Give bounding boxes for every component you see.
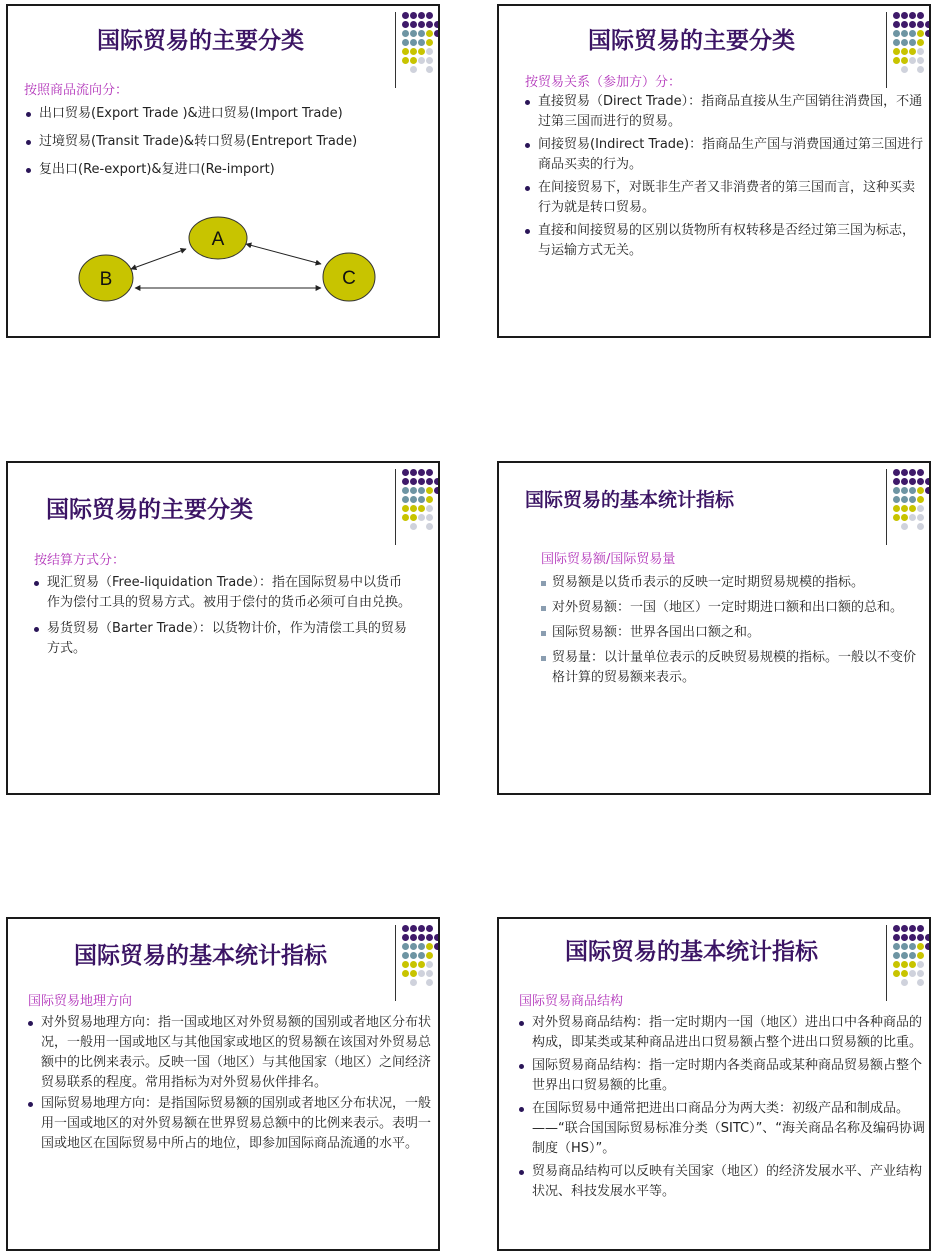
- decoration-dot: [893, 943, 900, 950]
- decoration-dot: [410, 943, 417, 950]
- decoration-dot: [418, 514, 425, 521]
- arrow-b-a: [131, 249, 186, 269]
- dot-grid-decoration: [402, 925, 440, 991]
- decoration-dot: [426, 57, 433, 64]
- decoration-dot: [402, 478, 409, 485]
- decoration-dot: [410, 961, 417, 968]
- decoration-dot: [893, 961, 900, 968]
- decoration-dot: [410, 514, 417, 521]
- decoration-dot: [410, 970, 417, 977]
- decoration-dot: [418, 21, 425, 28]
- decoration-dot: [426, 970, 433, 977]
- slide-2: [497, 4, 931, 338]
- decoration-dot: [893, 505, 900, 512]
- decoration-dot: [901, 21, 908, 28]
- decoration-dot: [909, 469, 916, 476]
- bullet-list: [517, 1013, 927, 1205]
- decoration-dot: [917, 496, 924, 503]
- decoration-dot: [418, 478, 425, 485]
- decoration-dot: [925, 943, 931, 950]
- decoration-dot: [925, 21, 931, 28]
- decoration-dot: [909, 39, 916, 46]
- list-item: 国际贸易地理方向：是指国际贸易额的国别或者地区分布状况，一般用一国或地区的对外贸易额在世界贸易总额中的比例来表示。表明一国或地区在国际贸易中所占的地位，即参加国际商品流通的水平。: [26, 1094, 438, 1154]
- decoration-dot: [418, 970, 425, 977]
- decoration-dot: [402, 925, 409, 932]
- list-item: 复出口(Re-export)&复进口(Re-import): [24, 160, 424, 180]
- decoration-dot: [893, 478, 900, 485]
- decoration-dot: [418, 505, 425, 512]
- decoration-dot: [426, 943, 433, 950]
- decoration-dot: [410, 478, 417, 485]
- list-item: 国际贸易商品结构：指一定时期内各类商品或某种商品贸易额占整个世界出口贸易额的比重。: [517, 1056, 927, 1096]
- decoration-dot: [402, 970, 409, 977]
- decoration-dot: [925, 30, 931, 37]
- decoration-dot: [909, 30, 916, 37]
- decoration-dot: [901, 505, 908, 512]
- decoration-dot: [410, 496, 417, 503]
- decoration-dot: [917, 943, 924, 950]
- dot-grid-decoration: [893, 925, 931, 991]
- slide-title: 国际贸易的基本统计指标: [565, 939, 818, 965]
- decoration-dot: [917, 523, 924, 530]
- decoration-dot: [901, 66, 908, 73]
- decoration-dot: [426, 934, 433, 941]
- decoration-dot: [402, 505, 409, 512]
- decoration-dot: [434, 943, 440, 950]
- decoration-dot: [426, 469, 433, 476]
- decoration-dot: [893, 39, 900, 46]
- decoration-dot: [426, 979, 433, 986]
- decoration-dot: [426, 30, 433, 37]
- decoration-dot: [418, 30, 425, 37]
- decoration-dot: [426, 961, 433, 968]
- decoration-dot: [901, 469, 908, 476]
- slide-subtitle: 按贸易关系（参加方）分：: [525, 75, 682, 90]
- decoration-dot: [901, 30, 908, 37]
- decoration-dot: [893, 48, 900, 55]
- decoration-dot: [917, 961, 924, 968]
- decoration-dot: [893, 57, 900, 64]
- decoration-dot: [893, 469, 900, 476]
- decoration-dot: [909, 934, 916, 941]
- arrow-a-c: [246, 244, 321, 264]
- decoration-dot: [917, 487, 924, 494]
- decoration-dot: [410, 48, 417, 55]
- decoration-dot: [917, 934, 924, 941]
- divider-line: [886, 925, 887, 1001]
- decoration-dot: [901, 952, 908, 959]
- decoration-dot: [917, 12, 924, 19]
- decoration-dot: [909, 970, 916, 977]
- decoration-dot: [917, 48, 924, 55]
- decoration-dot: [917, 514, 924, 521]
- decoration-dot: [418, 496, 425, 503]
- decoration-dot: [418, 39, 425, 46]
- decoration-dot: [909, 487, 916, 494]
- decoration-dot: [426, 514, 433, 521]
- decoration-dot: [410, 39, 417, 46]
- decoration-dot: [410, 925, 417, 932]
- decoration-dot: [917, 30, 924, 37]
- decoration-dot: [917, 952, 924, 959]
- decoration-dot: [893, 934, 900, 941]
- decoration-dot: [426, 21, 433, 28]
- decoration-dot: [893, 925, 900, 932]
- decoration-dot: [410, 523, 417, 530]
- decoration-dot: [917, 39, 924, 46]
- decoration-dot: [925, 934, 931, 941]
- decoration-dot: [893, 970, 900, 977]
- decoration-dot: [418, 961, 425, 968]
- decoration-dot: [402, 487, 409, 494]
- bullet-list: [24, 104, 424, 188]
- decoration-dot: [418, 934, 425, 941]
- decoration-dot: [901, 478, 908, 485]
- decoration-dot: [893, 514, 900, 521]
- decoration-dot: [909, 505, 916, 512]
- decoration-dot: [909, 514, 916, 521]
- decoration-dot: [917, 505, 924, 512]
- decoration-dot: [434, 478, 440, 485]
- divider-line: [395, 12, 396, 88]
- decoration-dot: [434, 21, 440, 28]
- decoration-dot: [402, 943, 409, 950]
- decoration-dot: [917, 979, 924, 986]
- decoration-dot: [426, 478, 433, 485]
- decoration-dot: [917, 970, 924, 977]
- decoration-dot: [901, 496, 908, 503]
- list-item: 间接贸易(Indirect Trade)：指商品生产国与消费国通过第三国进行商品买卖的行为。: [523, 135, 927, 175]
- decoration-dot: [426, 505, 433, 512]
- decoration-dot: [418, 12, 425, 19]
- decoration-dot: [402, 39, 409, 46]
- slide-4: [497, 461, 931, 795]
- decoration-dot: [901, 514, 908, 521]
- decoration-dot: [402, 934, 409, 941]
- divider-line: [886, 469, 887, 545]
- decoration-dot: [909, 12, 916, 19]
- decoration-dot: [901, 523, 908, 530]
- slide-subtitle: 按照商品流向分：: [24, 83, 129, 98]
- list-item: 易货贸易（Barter Trade）：以货物计价，作为清偿工具的贸易方式。: [32, 619, 412, 659]
- node-a-label: A: [211, 229, 225, 250]
- decoration-dot: [917, 66, 924, 73]
- decoration-dot: [402, 496, 409, 503]
- decoration-dot: [410, 469, 417, 476]
- list-item: 直接贸易（Direct Trade）：指商品直接从生产国销往消费国，不通过第三国而进行的贸易。: [523, 92, 927, 132]
- slide-1: [6, 4, 440, 338]
- decoration-dot: [418, 48, 425, 55]
- decoration-dot: [893, 12, 900, 19]
- bullet-list: [26, 1013, 438, 1155]
- decoration-dot: [410, 30, 417, 37]
- decoration-dot: [402, 30, 409, 37]
- divider-line: [395, 925, 396, 1001]
- decoration-dot: [410, 66, 417, 73]
- decoration-dot: [909, 57, 916, 64]
- decoration-dot: [901, 39, 908, 46]
- decoration-dot: [402, 514, 409, 521]
- decoration-dot: [901, 925, 908, 932]
- decoration-dot: [917, 478, 924, 485]
- decoration-dot: [426, 925, 433, 932]
- decoration-dot: [901, 12, 908, 19]
- decoration-dot: [418, 925, 425, 932]
- decoration-dot: [402, 21, 409, 28]
- list-item: 现汇贸易（Free-liquidation Trade）：指在国际贸易中以货币作为偿付工具的贸易方式。被用于偿付的货币必须可自由兑换。: [32, 573, 412, 613]
- decoration-dot: [410, 21, 417, 28]
- decoration-dot: [402, 57, 409, 64]
- bullet-list: [32, 573, 412, 665]
- slide-subtitle: 国际贸易额/国际贸易量: [541, 552, 676, 567]
- slide-title: 国际贸易的主要分类: [588, 28, 795, 54]
- node-b-label: B: [99, 269, 113, 290]
- list-item: 过境贸易(Transit Trade)&转口贸易(Entreport Trade): [24, 132, 424, 152]
- decoration-dot: [410, 952, 417, 959]
- list-item: 在间接贸易下，对既非生产者又非消费者的第三国而言，这种买卖行为就是转口贸易。: [523, 178, 927, 218]
- decoration-dot: [893, 487, 900, 494]
- decoration-dot: [909, 478, 916, 485]
- decoration-dot: [410, 487, 417, 494]
- decoration-dot: [426, 48, 433, 55]
- decoration-dot: [426, 66, 433, 73]
- decoration-dot: [909, 925, 916, 932]
- decoration-dot: [426, 12, 433, 19]
- decoration-dot: [909, 943, 916, 950]
- slide-subtitle: 按结算方式分：: [34, 553, 126, 568]
- slide-title: 国际贸易的基本统计指标: [74, 943, 327, 969]
- list-item: 对外贸易商品结构：指一定时期内一国（地区）进出口中各种商品的构成，即某类或某种商品进出口贸易额占整个进出口贸易额的比重。: [517, 1013, 927, 1053]
- dot-grid-decoration: [402, 12, 440, 78]
- decoration-dot: [893, 496, 900, 503]
- decoration-dot: [925, 487, 931, 494]
- dot-grid-decoration: [893, 469, 931, 535]
- slide-title: 国际贸易的基本统计指标: [525, 489, 735, 511]
- slide-6: [497, 917, 931, 1251]
- decoration-dot: [893, 952, 900, 959]
- decoration-dot: [410, 979, 417, 986]
- decoration-dot: [402, 952, 409, 959]
- decoration-dot: [901, 57, 908, 64]
- bullet-list: [523, 92, 927, 264]
- node-c-label: C: [342, 268, 356, 289]
- decoration-dot: [917, 21, 924, 28]
- dot-grid-decoration: [893, 12, 931, 78]
- decoration-dot: [901, 48, 908, 55]
- decoration-dot: [909, 952, 916, 959]
- divider-line: [886, 12, 887, 88]
- bullet-list: [537, 573, 923, 693]
- decoration-dot: [402, 961, 409, 968]
- decoration-dot: [909, 961, 916, 968]
- list-item: 对外贸易地理方向：指一国或地区对外贸易额的国别或者地区分布状况，一般用一国或地区与其他国家或地区的贸易额在该国对外贸易总额中的比例来表示。反映一国（地区）与其他国家（地区）之间经济贸易联系的程度。常用指标为对外贸易伙伴排名。: [26, 1013, 438, 1093]
- decoration-dot: [426, 523, 433, 530]
- decoration-dot: [410, 57, 417, 64]
- decoration-dot: [434, 934, 440, 941]
- decoration-dot: [410, 12, 417, 19]
- decoration-dot: [917, 57, 924, 64]
- decoration-dot: [901, 961, 908, 968]
- slide-subtitle: 国际贸易商品结构: [519, 994, 624, 1009]
- slide-subtitle: 国际贸易地理方向: [28, 994, 133, 1009]
- decoration-dot: [434, 487, 440, 494]
- decoration-dot: [402, 48, 409, 55]
- list-item: 贸易量：以计量单位表示的反映贸易规模的指标。一般以不变价格计算的贸易额来表示。: [537, 648, 923, 688]
- decoration-dot: [418, 952, 425, 959]
- decoration-dot: [893, 21, 900, 28]
- decoration-dot: [909, 496, 916, 503]
- decoration-dot: [901, 979, 908, 986]
- list-item: 贸易额是以货币表示的反映一定时期贸易规模的指标。: [537, 573, 923, 593]
- trade-flow-diagram: [68, 202, 388, 312]
- list-item: 直接和间接贸易的区别以货物所有权转移是否经过第三国为标志，与运输方式无关。: [523, 221, 927, 261]
- decoration-dot: [402, 12, 409, 19]
- list-item: 贸易商品结构可以反映有关国家（地区）的经济发展水平、产业结构状况、科技发展水平等。: [517, 1162, 927, 1202]
- decoration-dot: [410, 505, 417, 512]
- decoration-dot: [909, 21, 916, 28]
- decoration-dot: [426, 487, 433, 494]
- list-item: 在国际贸易中通常把进出口商品分为两大类：初级产品和制成品。——“联合国国际贸易标准分类（SITC）”、“海关商品名称及编码协调制度（HS）”。: [517, 1099, 927, 1159]
- slide-title: 国际贸易的主要分类: [46, 497, 253, 523]
- decoration-dot: [402, 469, 409, 476]
- decoration-dot: [426, 952, 433, 959]
- decoration-dot: [925, 478, 931, 485]
- list-item: 对外贸易额：一国（地区）一定时期进口额和出口额的总和。: [537, 598, 923, 618]
- slide-3: [6, 461, 440, 795]
- decoration-dot: [418, 943, 425, 950]
- decoration-dot: [901, 934, 908, 941]
- slide-title: 国际贸易的主要分类: [97, 28, 304, 54]
- decoration-dot: [418, 469, 425, 476]
- decoration-dot: [418, 487, 425, 494]
- slide-5: [6, 917, 440, 1251]
- decoration-dot: [893, 30, 900, 37]
- decoration-dot: [901, 487, 908, 494]
- decoration-dot: [410, 934, 417, 941]
- decoration-dot: [901, 943, 908, 950]
- decoration-dot: [434, 30, 440, 37]
- list-item: 国际贸易额：世界各国出口额之和。: [537, 623, 923, 643]
- decoration-dot: [917, 925, 924, 932]
- decoration-dot: [901, 970, 908, 977]
- divider-line: [395, 469, 396, 545]
- decoration-dot: [426, 39, 433, 46]
- decoration-dot: [418, 57, 425, 64]
- decoration-dot: [909, 48, 916, 55]
- list-item: 出口贸易(Export Trade )&进口贸易(Import Trade): [24, 104, 424, 124]
- dot-grid-decoration: [402, 469, 440, 535]
- decoration-dot: [917, 469, 924, 476]
- decoration-dot: [426, 496, 433, 503]
